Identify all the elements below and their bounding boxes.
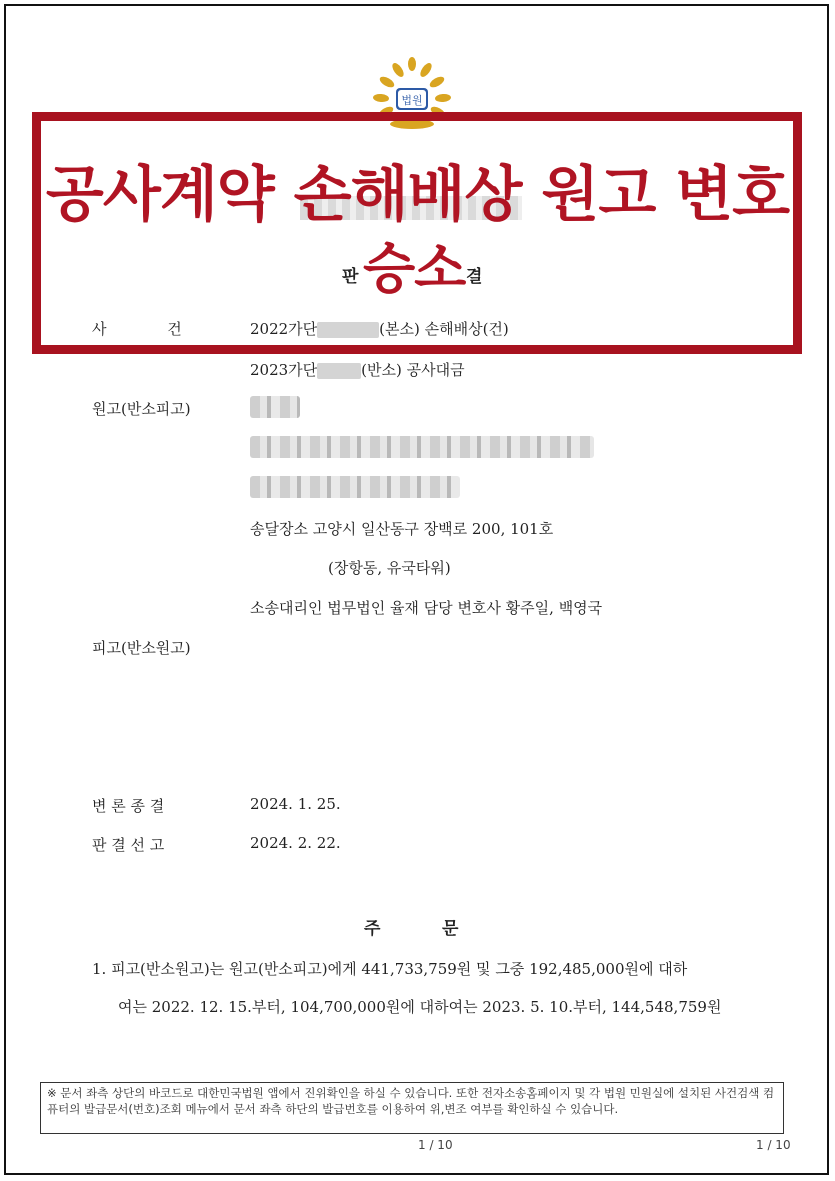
case-line2-suffix: (반소) 공사대금 (361, 361, 465, 379)
promo-result-label: 승소 (363, 237, 466, 300)
case-line1-suffix: (본소) 손해배상(건) (379, 320, 509, 338)
emblem-label: 법원 (401, 94, 423, 107)
judgment-title-left: 판 (342, 267, 359, 287)
redacted-case-number (317, 363, 361, 379)
sentencing-date: 2024. 2. 22. (250, 834, 341, 852)
case-label: 사 건 (92, 320, 210, 338)
verification-notice: ※ 문서 좌측 상단의 바코드로 대한민국법원 앱에서 진위확인을 하실 수 있습니다. 또한 전자소송홈페이지 및 각 법원 민원실에 설치된 사건검색 컴퓨터의 발급문서(번호)조회 메뉴에서 문서 좌측 하단의 발급번호를 이용하여 위,변조 여부를 확인하실 수 있습니다. (40, 1082, 784, 1134)
case-number-main (250, 318, 509, 339)
promo-headline: 공사계약 손해배상 원고 변호 (45, 160, 790, 230)
case-number-counter (250, 359, 465, 380)
service-address: 송달장소 고양시 일산동구 장백로 200, 101호 (250, 520, 554, 538)
closing-date: 2024. 1. 25. (250, 795, 341, 813)
redacted-plaintiff-name (250, 396, 300, 418)
sentencing-label: 판 결 선 고 (92, 836, 165, 854)
page-number: 1 / 10 (418, 1138, 453, 1152)
closing-label: 변 론 종 결 (92, 797, 165, 815)
redacted-plaintiff-address (250, 436, 594, 458)
case-line1-prefix: 2022가단 (250, 320, 318, 338)
main-text-title-right: 문 (442, 919, 459, 939)
main-text-line-2: 여는 2022. 12. 15.부터, 104,700,000원에 대하여는 2023. 5. 10.부터, 144,548,759원 (118, 998, 722, 1016)
redacted-case-number (317, 322, 379, 338)
plaintiff-label: 원고(반소피고) (92, 400, 191, 418)
legal-counsel: 소송대리인 법무법인 율재 담당 변호사 황주일, 백영국 (250, 599, 603, 617)
redacted-plaintiff-representative (250, 476, 460, 498)
defendant-label: 피고(반소원고) (92, 639, 191, 657)
main-text-title-left: 주 (364, 919, 381, 939)
service-address-detail: (장항동, 유국타워) (328, 559, 451, 577)
page-number-right: 1 / 10 (756, 1138, 791, 1152)
main-text-line-1: 1. 피고(반소원고)는 원고(반소피고)에게 441,733,759원 및 그중 192,485,000원에 대하 (92, 960, 688, 978)
judgment-title-right: 결 (466, 267, 483, 287)
case-line2-prefix: 2023가단 (250, 361, 318, 379)
